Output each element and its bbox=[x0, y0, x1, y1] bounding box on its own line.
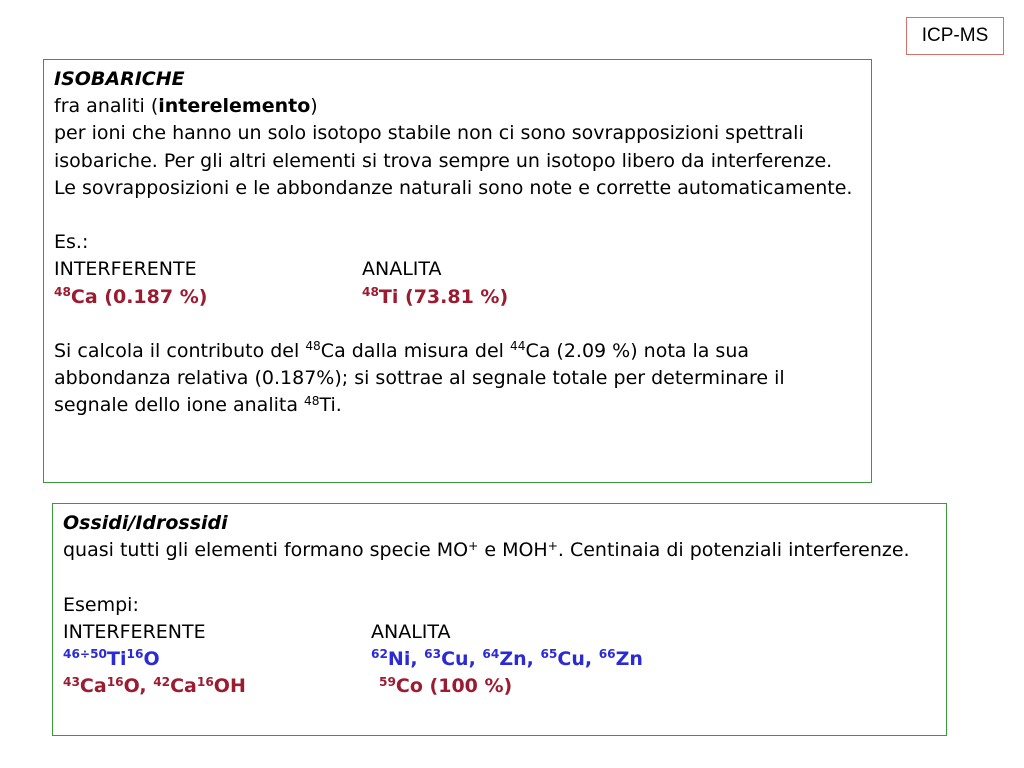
example-header-row bbox=[54, 256, 861, 283]
analita-value: $^{48}$Ti (73.81 %) bbox=[362, 284, 509, 308]
ossidi-row-1 bbox=[63, 646, 936, 673]
ossidi-title: Ossidi/Idrossidi bbox=[63, 512, 228, 534]
ossidi-row-2 bbox=[63, 673, 936, 700]
interelemento-bold: interelemento bbox=[158, 95, 311, 118]
ossidi-box bbox=[52, 503, 947, 736]
isobariche-title: ISOBARICHE bbox=[54, 68, 185, 90]
example-values-row bbox=[54, 284, 861, 311]
calcolo-paragraph: Si calcola il contributo del $^{48}$Ca dalla misura del $^{44}$Ca (2.09 %) nota la sua abbondanza relativa (0.187%); si sottrae al segnale totale per determinare il segnale dello ione analita $^{48}$Ti. bbox=[54, 339, 785, 417]
isobariche-box bbox=[43, 59, 872, 483]
interferente-value: $^{43}$Ca$^{16}$O, $^{42}$Ca$^{16}$OH bbox=[63, 674, 246, 698]
interferente-value: $^{48}$Ca (0.187 %) bbox=[54, 284, 208, 308]
analita-value: $^{59}$Co (100 %) bbox=[379, 674, 513, 698]
analiti-line: fra analiti (interelemento) bbox=[54, 95, 318, 118]
col-analita: ANALITA bbox=[371, 620, 451, 643]
col-analita: ANALITA bbox=[362, 258, 442, 281]
ossidi-header-row bbox=[63, 619, 936, 646]
analita-value: $^{62}$Ni, $^{63}$Cu, $^{64}$Zn, $^{65}$Cu, $^{66}$Zn bbox=[371, 647, 643, 670]
col-interferente: INTERFERENTE bbox=[63, 620, 206, 643]
esempi-label: Esempi: bbox=[63, 593, 139, 616]
interferente-value: $^{46\div 50}$Ti$^{16}$O bbox=[63, 647, 160, 670]
isobariche-paragraph-2: Le sovrapposizioni e le abbondanze naturali sono note e corrette automaticamente. bbox=[54, 176, 853, 199]
es-label: Es.: bbox=[54, 231, 89, 254]
ossidi-paragraph: quasi tutti gli elementi formano specie MO+ e MOH+. Centinaia di potenziali interferenze. bbox=[63, 538, 910, 562]
col-interferente: INTERFERENTE bbox=[54, 258, 197, 281]
isobariche-paragraph-1: per ioni che hanno un solo isotopo stabile non ci sono sovrapposizioni spettrali isobariche. Per gli altri elementi si trova sempre un isotopo libero da interferenze. bbox=[54, 122, 833, 172]
icp-ms-badge: ICP-MS bbox=[906, 17, 1004, 55]
